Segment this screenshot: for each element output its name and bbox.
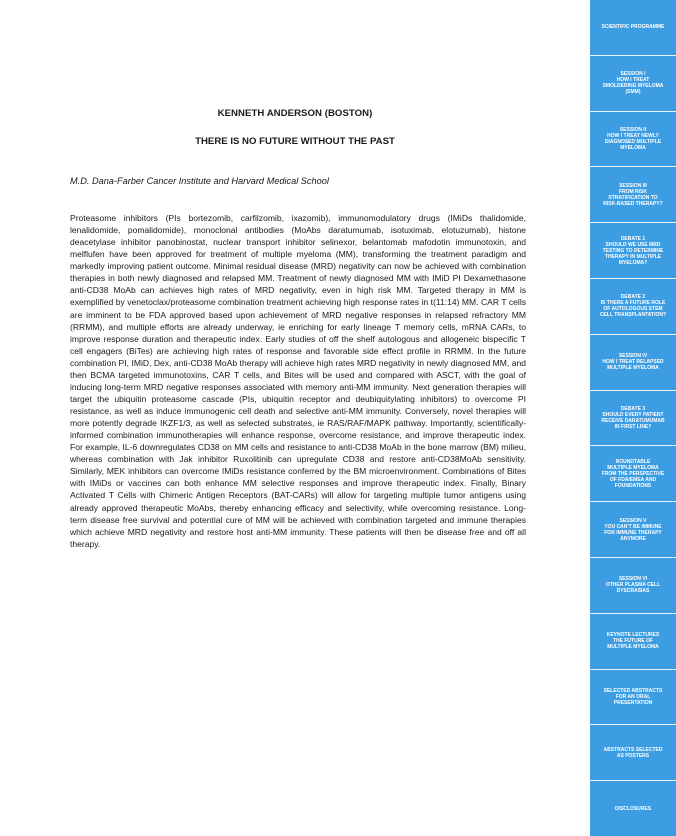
- sidebar-item-label: [615, 806, 651, 812]
- sidebar-item-line: OF FDA/EMEA AND: [609, 476, 657, 483]
- sidebar-item-label: [603, 183, 662, 207]
- sidebar-item-13[interactable]: [590, 670, 676, 726]
- sidebar-item-label: [601, 406, 664, 430]
- sidebar-item-line: IN FIRST LINE?: [614, 423, 652, 430]
- sidebar-item-label: [604, 747, 663, 759]
- sidebar-item-line: THE FUTURE OF: [612, 638, 653, 645]
- sidebar-item-line: DEBATE 1: [620, 235, 646, 242]
- sidebar-item-3[interactable]: [590, 112, 676, 168]
- sidebar-item-line: ROUNDTABLE: [615, 458, 651, 465]
- sidebar-item-line: SESSION I: [620, 71, 646, 78]
- sidebar-item-line: RISK-BASED THERAPY?: [603, 200, 663, 207]
- sidebar-item-line: HOW I TREAT: [616, 77, 650, 84]
- sidebar-item-line: (SMM): [625, 89, 641, 96]
- sidebar-item-label: [603, 71, 664, 95]
- sidebar-item-8[interactable]: [590, 391, 676, 447]
- sidebar-item-line: OF AUTOLOGOUS STEM: [603, 306, 663, 313]
- sidebar-item-10[interactable]: [590, 502, 676, 558]
- sidebar-item-line: KEYNOTE LECTURES: [606, 632, 660, 639]
- sidebar-item-12[interactable]: [590, 614, 676, 670]
- author-affiliation: M.D. Dana-Farber Cancer Institute and Harvard Medical School: [70, 176, 329, 186]
- sidebar-item-line: MYELOMA?: [618, 259, 648, 266]
- abstract-body: Proteasome inhibitors (PIs bortezomib, carfilzomib, ixazomib), immunomodulatory drugs (IMiDs thalidomide, lenalidomide, pomalidomide), monoclonal antibodies (MoAbs daratumumab, isotuximab, elotuzumab), histone deacetylase inhibitor panobinostat, nuclear transport inhibitor selinexor, belantomab mafodotin immunotoxin, and melflufen have been approved for treatment of multiple myeloma (MM), transforming the treatment paradigm and markedly improving patient outcome. Minimal residual disease (MRD) negativity can now be achieved with combination therapies in both newly diagnosed and relapsed MM. Treatment of newly diagnosed MM with IMiD PI Dexamethasone anti-CD38 MoAb can achieves high rates of MRD negativity, even in high risk MM. Targeted therapy in MM is exemplified by venetoclax/proteasome combination treatment achieving high response rates in t(11:14) MM. CAR T cells are imminent to be FDA approved based upon achievement of MRD negative responses in relapsed refractory MM (RRMM), and multiple efforts are already underway, ie enriching for early lineage T memory cells, mRNA CARs, to improve response duration and therapeutic index. Early studies of off the shelf autologous and allogeneic bispecific T cell engagers (BiTes) are achieving high rates of response and favorable side effect profile in RRMM. In the future combination PI, IMiD, Dex, anti-CD38 MoAb therapy will achieve high rates MRD negativity in newly diagnosed MM, and then BCMA targeted immunotoxins, CAR T cells, and Bites will be used and compared with ASCT, with the goal of inducing long-term MRD negative responses associated with memory anti-MM immunity. Next generation therapies will target the ubiquitin proteasome cascade (PIs, ubiquitin receptor and deubiquitylating inhibitors) to overcome PI resistance, as well as induce immunogenic cell death and selective anti-MM immunity. Conversely, novel therapies will more potently degrade IKZF1/3, as well as selected substrates, ie RAS/RAF/MAPK pathway. Importantly, scientifically-informed combination immunotherapies will enhance response, overcome resistance, and improve therapeutic index. For example, IL-6 downregulates CD38 on MM cells and resistance to anti-CD38 MoAb in the bone marrow (BM) milieu, whereas combination with Jak inhibitor Ruxolitinib can upregulate CD38 and restore anti-CD38MoAb sensitivity. Similarly, MEK inhibitors can overcome IMiDs resistance conferred by the BM microenvironment. Combinations of Bites with IMiDs or vaccines can both enhance MM selective responses and improve therapeutic index. Finally, Binary Activated T Cells with Chimeric Antigen Receptors (BAT-CARs) will allow for targeting multiple tumor antigens using already approved therapeutic MoAbs, thereby enhancing efficacy and selectivity, while overcoming resistance. Long-term disease free survival and potential cure of MM will be achieved with combination targeted and immune therapies which achieve MRD negativity and restore host anti-MM immunity. These patients will then be disease free and off all therapy.: [70, 213, 526, 549]
- sidebar-item-line: SMOLDERING MYELOMA: [602, 83, 664, 90]
- sidebar-item-line: RECEIVE DARATUMUMAB: [601, 417, 665, 424]
- sidebar-item-line: FOR IMMUNE THERAPY: [604, 529, 662, 536]
- sidebar-item-line: AS POSTERS: [616, 752, 650, 759]
- sidebar-item-9[interactable]: [590, 446, 676, 502]
- sidebar-item-line: TESTING TO DETERMINE: [602, 247, 664, 254]
- sidebar-item-2[interactable]: [590, 56, 676, 112]
- sidebar-item-line: SELECTED ABSTRACTS: [603, 687, 663, 694]
- sidebar-item-line: FROM THE PERSPECTIVE: [601, 470, 665, 477]
- sidebar-item-line: SESSION III: [619, 182, 647, 189]
- sidebar-item-label: [604, 688, 663, 706]
- sidebar-item-line: PRESENTATION: [613, 699, 653, 706]
- page-title: KENNETH ANDERSON (BOSTON): [217, 108, 373, 119]
- sidebar-item-line: MYELOMA: [620, 144, 646, 151]
- sidebar-item-line: MULTIPLE MYELOMA: [607, 464, 659, 471]
- sidebar-item-line: MULTIPLE MYELOMA: [607, 644, 659, 651]
- sidebar-item-label: [606, 576, 660, 594]
- sidebar-item-line: SESSION VI: [618, 576, 648, 583]
- sidebar-item-11[interactable]: [590, 558, 676, 614]
- sidebar-item-line: SESSION II: [619, 126, 647, 133]
- sidebar-item-label: [602, 459, 665, 489]
- sidebar-item-6[interactable]: [590, 279, 676, 335]
- sidebar-item-1[interactable]: [590, 0, 676, 56]
- sidebar-item-line: ANYMORE: [620, 535, 646, 542]
- sidebar-item-line: SHOULD WE USE MRD: [605, 241, 661, 248]
- sidebar-nav: [590, 0, 676, 836]
- sidebar-item-label: [603, 236, 664, 266]
- sidebar-item-line: MULTIPLE MYELOMA: [607, 365, 659, 372]
- sidebar-item-line: FOR AN ORAL: [615, 693, 651, 700]
- sidebar-item-line: DEBATE 3: [620, 405, 646, 412]
- sidebar-item-line: HOW I TREAT RELAPSED: [602, 359, 664, 366]
- sidebar-item-15[interactable]: [590, 781, 676, 836]
- sidebar-item-line: DEBATE 2: [620, 294, 646, 301]
- sidebar-item-line: SESSION V: [619, 517, 647, 524]
- sidebar-item-line: YOU CAN'T BE IMMUNE: [604, 523, 662, 530]
- sidebar-item-line: DISCLOSURES: [614, 805, 652, 812]
- sidebar-item-label: [602, 24, 665, 30]
- sidebar-item-line: CELL TRANSPLANTATION?: [599, 312, 667, 319]
- sidebar-item-line: SCIENTIFIC PROGRAMME: [601, 24, 665, 31]
- sidebar-item-line: IS THERE A FUTURE ROLE: [600, 300, 666, 307]
- sidebar-item-label: [604, 518, 662, 542]
- sidebar-item-label: [602, 353, 663, 371]
- sidebar-item-line: DIAGNOSED MULTIPLE: [604, 138, 662, 145]
- sidebar-item-label: [605, 127, 661, 151]
- sidebar-item-5[interactable]: [590, 223, 676, 279]
- sidebar-item-14[interactable]: [590, 725, 676, 781]
- page-subtitle: THERE IS NO FUTURE WITHOUT THE PAST: [195, 136, 395, 147]
- sidebar-item-line: FOUNDATIONS: [614, 482, 652, 489]
- sidebar-item-line: FROM RISK: [618, 188, 648, 195]
- sidebar-item-line: THERAPY IN MULTIPLE: [604, 253, 662, 260]
- sidebar-item-line: STRATIFICATION TO: [608, 194, 658, 201]
- sidebar-item-line: SHOULD EVERY PATIENT: [602, 411, 664, 418]
- sidebar-item-line: OTHER PLASMA CELL: [605, 582, 661, 589]
- sidebar-item-7[interactable]: [590, 335, 676, 391]
- sidebar-item-line: SESSION IV: [618, 353, 648, 360]
- sidebar-item-4[interactable]: [590, 167, 676, 223]
- sidebar-item-label: [607, 632, 660, 650]
- sidebar-item-label: [600, 294, 666, 318]
- sidebar-item-line: DYSCRASIAS: [616, 588, 650, 595]
- sidebar-item-line: HOW I TREAT NEWLY: [607, 132, 659, 139]
- sidebar-item-line: ABSTRACTS SELECTED: [603, 746, 663, 753]
